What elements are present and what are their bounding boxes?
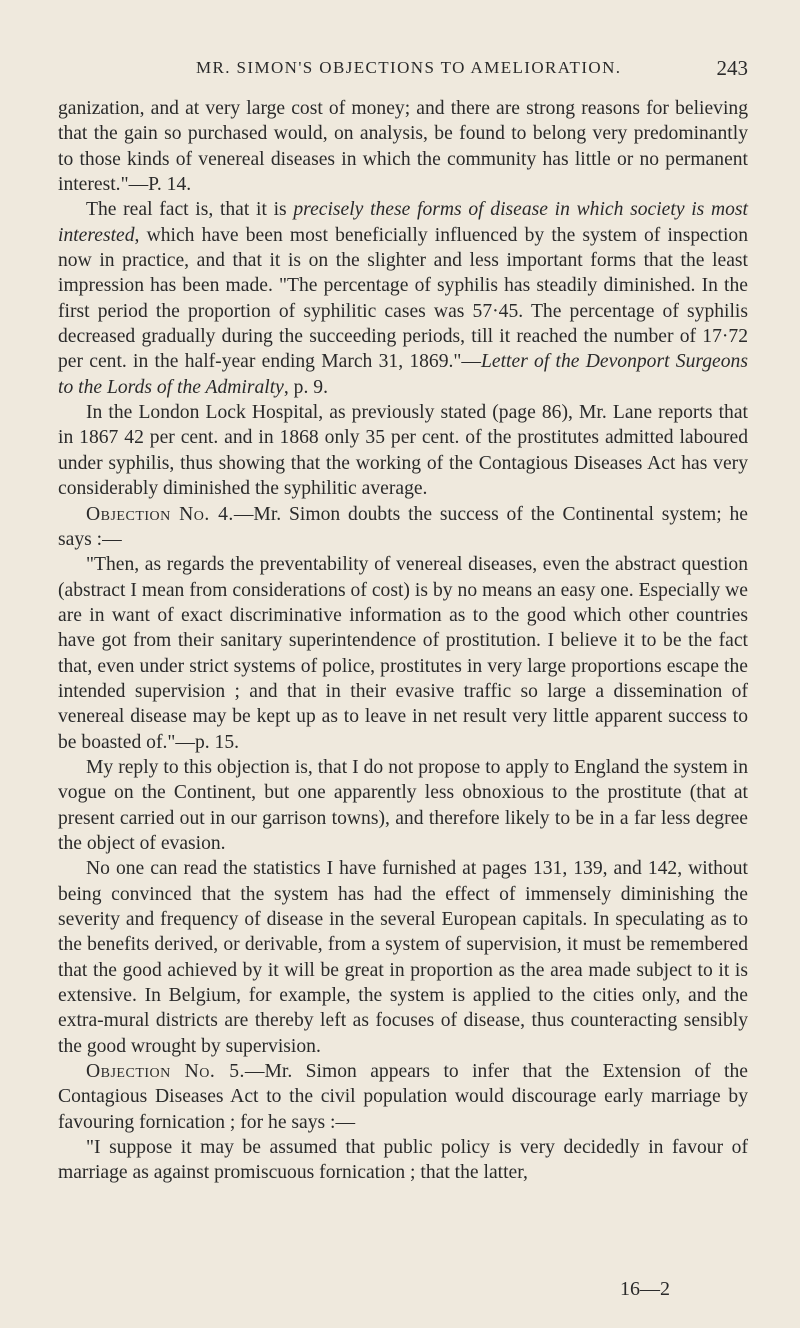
signature-mark: 16—2 [620,1278,670,1300]
text-run: —Mr. Simon doubts the success of the Continental system; he says :— [58,503,748,550]
text-run: , which have been most beneficially influenced by the system of inspection now in practice, and that it is on the slighter and less important forms that the least impression has been made. "The percentage of syphilis has steadily diminished. In the first period the proportion of syphilitic cases was 57·45. The percentage of syphilis decreased gradually during the succeeding periods, till it reached the number of 17·72 per cent. in the half-year ending March 31, 1869."— [58,224,748,373]
paragraph [58,1135,748,1186]
body-text [58,96,748,1186]
paragraph [58,552,748,755]
text-run: "I suppose it may be assumed that public policy is very decidedly in favour of marriage as against promiscuous fornication ; that the latter, [58,1137,748,1184]
text-run: No one can read the statistics I have furnished at pages 131, 139, and 142, without being convinced that the system has had the effect of immensely diminishing the severity and frequency of disease in the several European capitals. In speculating as to the benefits derived, or derivable, from a system of supervision, it must be remembered that the good achieved by it will be great in proportion as the area made subject to it is extensive. In Belgium, for example, the system is applied to the cities only, and the extra-mural districts are thereby left as focuses of disease, thus counteracting sensibly the good wrought by supervision. [58,858,748,1057]
paragraph [58,197,748,400]
paragraph [58,1059,748,1135]
text-run: —Mr. Simon appears to infer that the Extension of the Contagious Diseases Act to the civil population would discourage early marriage by favouring fornication ; for he says :— [58,1061,748,1133]
text-run: "Then, as regards the preventability of venereal diseases, even the abstract question (abstract I mean from considerations of cost) is by no means an easy one. Especially we are in want of exact discriminative information as to the good which other countries have got from their sanitary superintendence of prostitution. I believe it to be the fact that, even under strict systems of police, prostitutes in very large proportions escape the intended supervision ; and that in their evasive traffic so large a dissemination of venereal disease may be kept up as to leave in net result very little apparent success to be boasted of."—p. 15. [58,554,748,753]
page-number: 243 [716,56,748,80]
objection-heading: Objection No. 5. [86,1061,245,1083]
text-run: ganization, and at very large cost of money; and there are strong reasons for believing that the gain so purchased would, on analysis, be found to belong very predominantly to those kinds of venereal diseases in which the community has little or no permanent interest."—P. 14. [58,98,748,196]
italic-text: precisely these forms of disease in which society is most interested [58,199,748,246]
paragraph [58,856,748,1059]
text-run: My reply to this objection is, that I do not propose to apply to England the system in vogue on the Continent, but one apparently less obnoxious to the prostitute (that at present carried out in our garrison towns), and therefore likely to be in a far less degree the object of evasion. [58,756,748,854]
running-head: MR. SIMON'S OBJECTIONS TO AMELIORATION. [196,58,622,77]
paragraph [58,400,748,501]
paragraph [58,96,748,197]
text-run: The real fact is, that it is [86,199,294,221]
italic-text: Letter of the Devonport Surgeons to the Lords of the Admiralty [58,351,748,398]
text-run: , p. 9. [283,376,328,398]
text-run: In the London Lock Hospital, as previously stated (page 86), Mr. Lane reports that in 1867 42 per cent. and in 1868 only 35 per cent. of the prostitutes admitted laboured under syphilis, thus showing that the working of the Contagious Diseases Act has very considerably diminished the syphilitic average. [58,402,748,500]
page-header [196,58,748,88]
paragraph [58,755,748,856]
paragraph [58,502,748,553]
objection-heading: Objection No. 4. [86,503,234,525]
